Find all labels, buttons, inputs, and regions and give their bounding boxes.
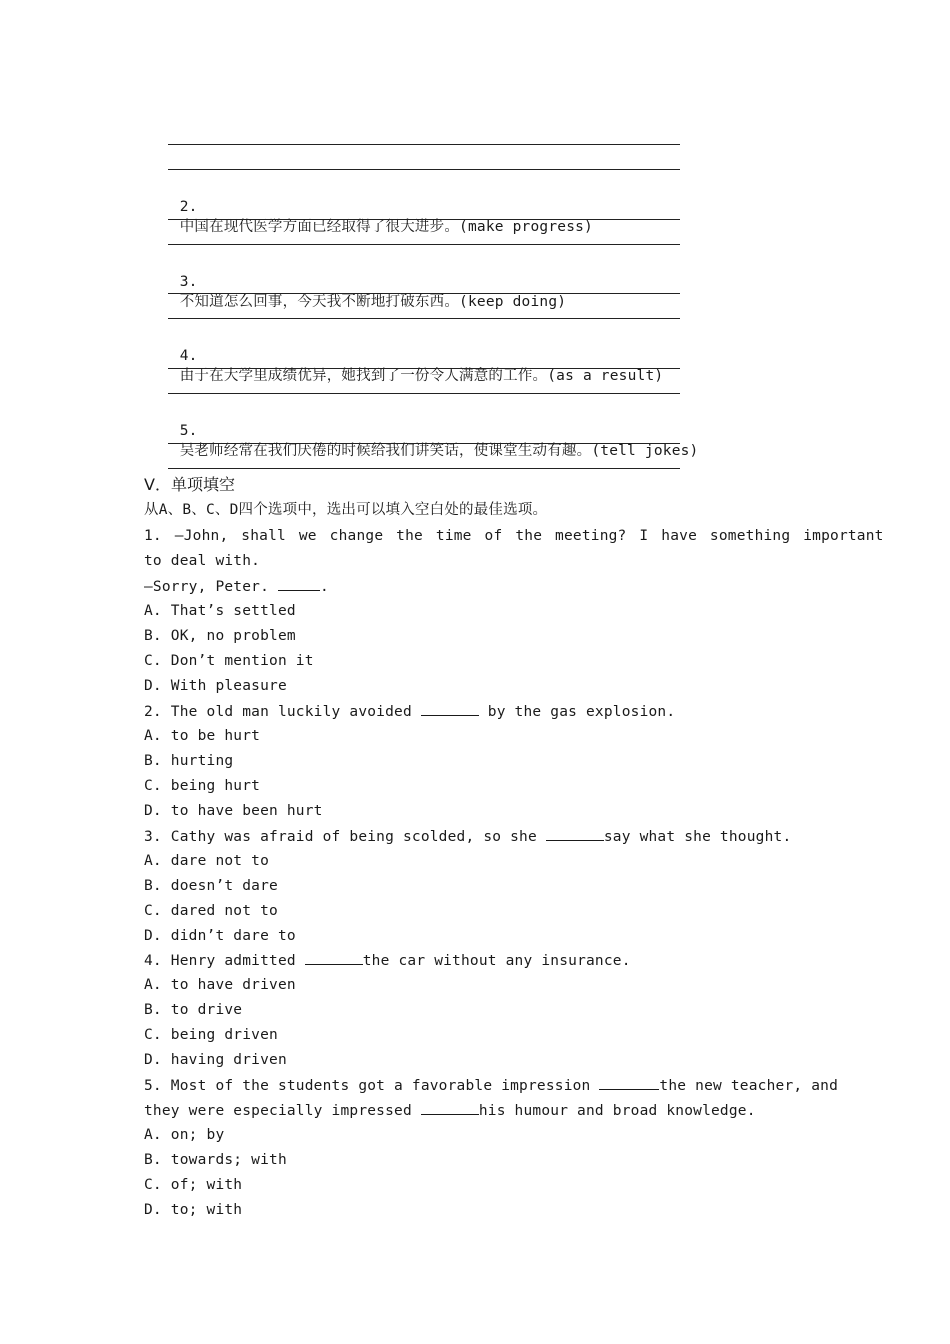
section-title: Ⅴ．单项填空 <box>144 475 235 494</box>
item-number: 2. <box>179 199 198 215</box>
translation-item-5 <box>144 401 699 481</box>
option-d: D. to have been hurt <box>144 803 323 819</box>
question-1-line-2: to deal with. <box>144 553 261 569</box>
question-3 <box>144 826 791 847</box>
question-1-line-1: 1. —John, shall we change the time of the meeting? I have something important <box>144 528 884 544</box>
question-text: say what she thought. <box>603 829 792 845</box>
option-d: D. having driven <box>144 1052 287 1068</box>
option-c: C. of; with <box>144 1177 243 1193</box>
option-b: B. to drive <box>144 1002 243 1018</box>
question-4 <box>144 950 631 971</box>
question-5-line-1 <box>144 1075 838 1096</box>
question-text: 4. Henry admitted <box>144 953 305 969</box>
translation-item-4 <box>144 326 663 406</box>
answer-line <box>168 368 680 369</box>
item-text: 不知道怎么回事，今天我不断地打破东西。(keep doing) <box>179 294 567 310</box>
item-text: 由于在大学里成绩优异，她找到了一份令人满意的工作。(as a result) <box>179 368 664 384</box>
question-2 <box>144 701 675 722</box>
answer-line <box>168 244 680 245</box>
section-instruction: 从A、B、C、D四个选项中，选出可以填入空白处的最佳选项。 <box>144 502 548 518</box>
answer-blank <box>599 1075 659 1090</box>
answer-blank <box>546 826 604 841</box>
question-text: . <box>319 579 329 595</box>
question-text: the car without any insurance. <box>362 953 631 969</box>
item-number: 5. <box>179 423 198 439</box>
answer-line <box>168 468 680 469</box>
answer-line <box>168 169 680 170</box>
answer-blank <box>278 576 320 591</box>
question-1-line-3 <box>144 576 329 597</box>
question-5-line-2 <box>144 1100 756 1121</box>
item-number: 4. <box>179 348 198 364</box>
option-c: C. Don’t mention it <box>144 653 314 669</box>
option-a: A. to be hurt <box>144 728 261 744</box>
option-d: D. didn’t dare to <box>144 928 296 944</box>
answer-blank <box>421 701 479 716</box>
answer-line <box>168 144 680 145</box>
item-text: 中国在现代医学方面已经取得了很大进步。(make progress) <box>179 219 593 235</box>
question-text: —Sorry, Peter. <box>144 579 278 595</box>
answer-line <box>168 393 680 394</box>
question-text: by the gas explosion. <box>478 704 676 720</box>
answer-line <box>168 443 680 444</box>
question-text: 5. Most of the students got a favorable impression <box>144 1078 600 1094</box>
answer-line <box>168 219 680 220</box>
answer-line <box>168 318 680 319</box>
option-d: D. With pleasure <box>144 678 287 694</box>
item-text: 吴老师经常在我们厌倦的时候给我们讲笑话，使课堂生动有趣。(tell jokes) <box>179 443 699 459</box>
option-a: A. on; by <box>144 1127 225 1143</box>
option-b: B. hurting <box>144 753 234 769</box>
answer-blank <box>421 1100 479 1115</box>
answer-line <box>168 293 680 294</box>
option-c: C. dared not to <box>144 903 278 919</box>
question-text: the new teacher, and <box>659 1078 839 1094</box>
option-d: D. to; with <box>144 1202 243 1218</box>
translation-item-2 <box>144 177 593 257</box>
option-b: B. doesn’t dare <box>144 878 278 894</box>
option-a: A. That’s settled <box>144 603 296 619</box>
option-c: C. being driven <box>144 1027 278 1043</box>
question-text: his humour and broad knowledge. <box>478 1103 756 1119</box>
option-c: C. being hurt <box>144 778 261 794</box>
option-b: B. OK, no problem <box>144 628 296 644</box>
answer-blank <box>305 950 363 965</box>
item-number: 3. <box>179 274 198 290</box>
question-text: 2. The old man luckily avoided <box>144 704 421 720</box>
option-a: A. to have driven <box>144 977 296 993</box>
option-a: A. dare not to <box>144 853 270 869</box>
translation-item-3 <box>144 252 566 332</box>
question-text: they were especially impressed <box>144 1103 421 1119</box>
question-text: 3. Cathy was afraid of being scolded, so she <box>144 829 546 845</box>
option-b: B. towards; with <box>144 1152 287 1168</box>
